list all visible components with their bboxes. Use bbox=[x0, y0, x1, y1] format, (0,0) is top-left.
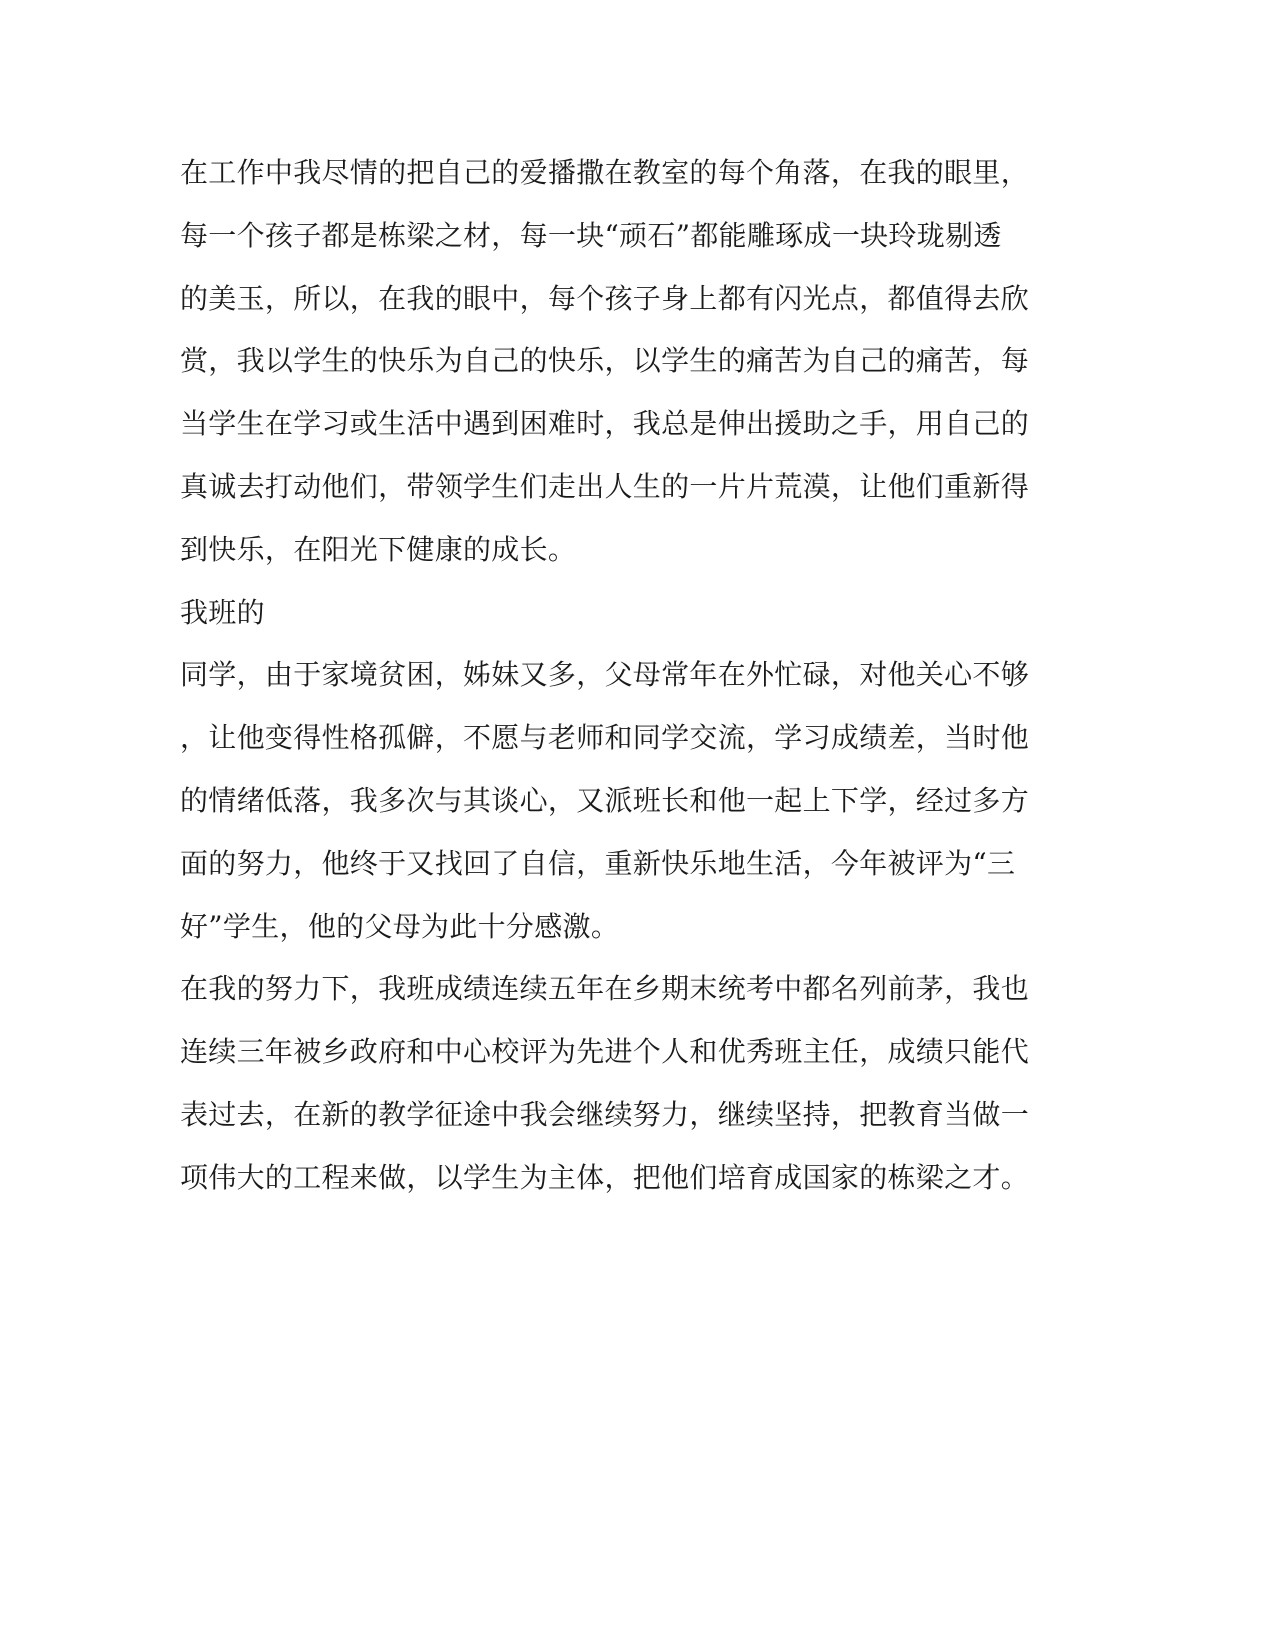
text-line: 每一个孩子都是栋梁之材，每一块“顽石”都能雕琢成一块玲珑剔透 bbox=[180, 218, 1002, 252]
text-line: 项伟大的工程来做，以学生为主体，把他们培育成国家的栋梁之才。 bbox=[180, 1160, 1030, 1194]
text-line: 到快乐，在阳光下健康的成长。 bbox=[180, 532, 577, 566]
text-line: 表过去，在新的教学征途中我会继续努力，继续坚持，把教育当做一 bbox=[180, 1097, 1030, 1131]
text-line: 的美玉，所以，在我的眼中，每个孩子身上都有闪光点，都值得去欣 bbox=[180, 281, 1030, 315]
text-line: 赏，我以学生的快乐为自己的快乐，以学生的痛苦为自己的痛苦，每 bbox=[180, 344, 1030, 378]
text-line: 在我的努力下，我班成绩连续五年在乡期末统考中都名列前茅，我也 bbox=[180, 972, 1030, 1006]
document-body bbox=[180, 142, 1030, 1210]
text-line: ，让他变得性格孤僻，不愿与老师和同学交流，学习成绩差，当时他 bbox=[180, 721, 1030, 755]
text-line: 在工作中我尽情的把自己的爱播撒在教室的每个角落，在我的眼里， bbox=[180, 156, 1030, 189]
text-line: 当学生在学习或生活中遇到困难时，我总是伸出援助之手，用自己的 bbox=[180, 407, 1030, 441]
text-line: 真诚去打动他们，带领学生们走出人生的一片片荒漠，让他们重新得 bbox=[180, 469, 1030, 503]
text-line: 连续三年被乡政府和中心校评为先进个人和优秀班主任，成绩只能代 bbox=[180, 1035, 1030, 1069]
text-line: 好”学生，他的父母为此十分感激。 bbox=[180, 909, 620, 943]
text-line: 同学，由于家境贫困，姊妹又多，父母常年在外忙碌，对他关心不够 bbox=[180, 658, 1030, 692]
text-line: 的情绪低落，我多次与其谈心，又派班长和他一起上下学，经过多方 bbox=[180, 783, 1030, 817]
text-line: 我班的 bbox=[180, 595, 265, 629]
text-line: 面的努力，他终于又找回了自信，重新快乐地生活，今年被评为“三 bbox=[180, 846, 1016, 880]
